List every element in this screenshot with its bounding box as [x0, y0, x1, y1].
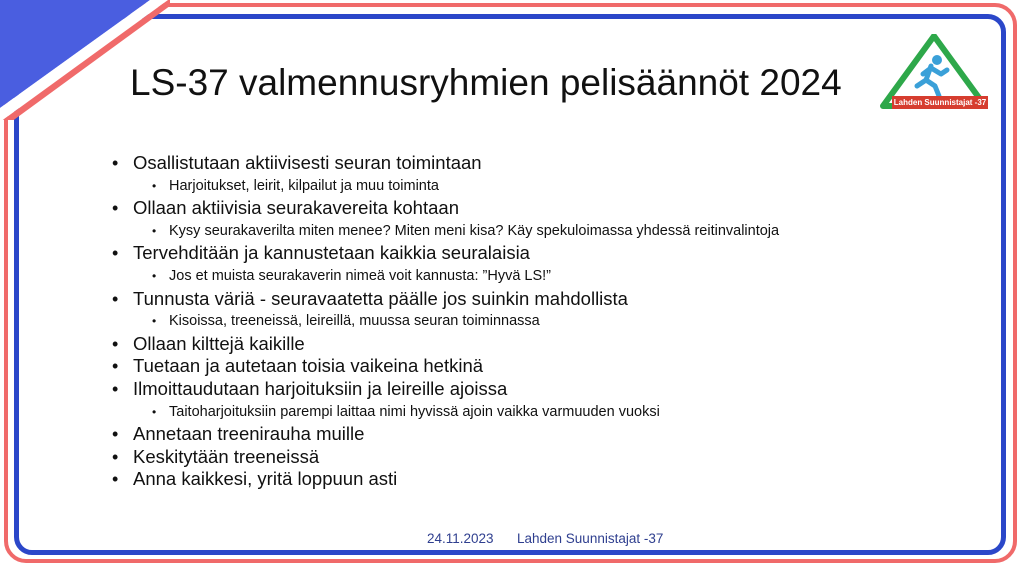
sub-bullet-item: • Harjoitukset, leirit, kilpailut ja muu toiminta: [112, 175, 912, 198]
sub-bullet-item: • Kysy seurakaverilta miten menee? Miten meni kisa? Käy spekuloimassa yhdessä reitinvalintoja: [112, 220, 912, 243]
bullet-item: • Keskitytään treeneissä: [112, 446, 912, 469]
logo-label: Lahden Suunnistajat -37: [893, 98, 987, 107]
slide-title: LS-37 valmennusryhmien pelisäännöt 2024: [130, 62, 842, 103]
footer-organization: Lahden Suunnistajat -37: [517, 531, 664, 546]
bullet-item: • Tunnusta väriä - seuravaatetta päälle jos suinkin mahdollista: [112, 288, 912, 311]
sub-bullet-item: • Taitoharjoituksiin parempi laittaa nimi hyvissä ajoin vaikka varmuuden vuoksi: [112, 401, 912, 424]
sub-bullet-item: • Kisoissa, treeneissä, leireillä, muussa seuran toiminnassa: [112, 310, 912, 333]
bullet-item: • Ilmoittaudutaan harjoituksiin ja leireille ajoissa: [112, 378, 912, 401]
bullet-item: • Tervehditään ja kannustetaan kaikkia seuralaisia: [112, 242, 912, 265]
sub-bullet-item: • Jos et muista seurakaverin nimeä voit kannusta: ”Hyvä LS!”: [112, 265, 912, 288]
bullet-item: • Tuetaan ja autetaan toisia vaikeina hetkinä: [112, 355, 912, 378]
bullet-item: • Osallistutaan aktiivisesti seuran toimintaan: [112, 152, 912, 175]
bullet-item: • Ollaan aktiivisia seurakavereita kohtaan: [112, 197, 912, 220]
bullet-item: • Anna kaikkesi, yritä loppuun asti: [112, 468, 912, 491]
footer-date: 24.11.2023: [427, 531, 494, 546]
bullet-list: [112, 152, 912, 491]
bullet-item: • Ollaan kilttejä kaikille: [112, 333, 912, 356]
bullet-item: • Annetaan treenirauha muille: [112, 423, 912, 446]
